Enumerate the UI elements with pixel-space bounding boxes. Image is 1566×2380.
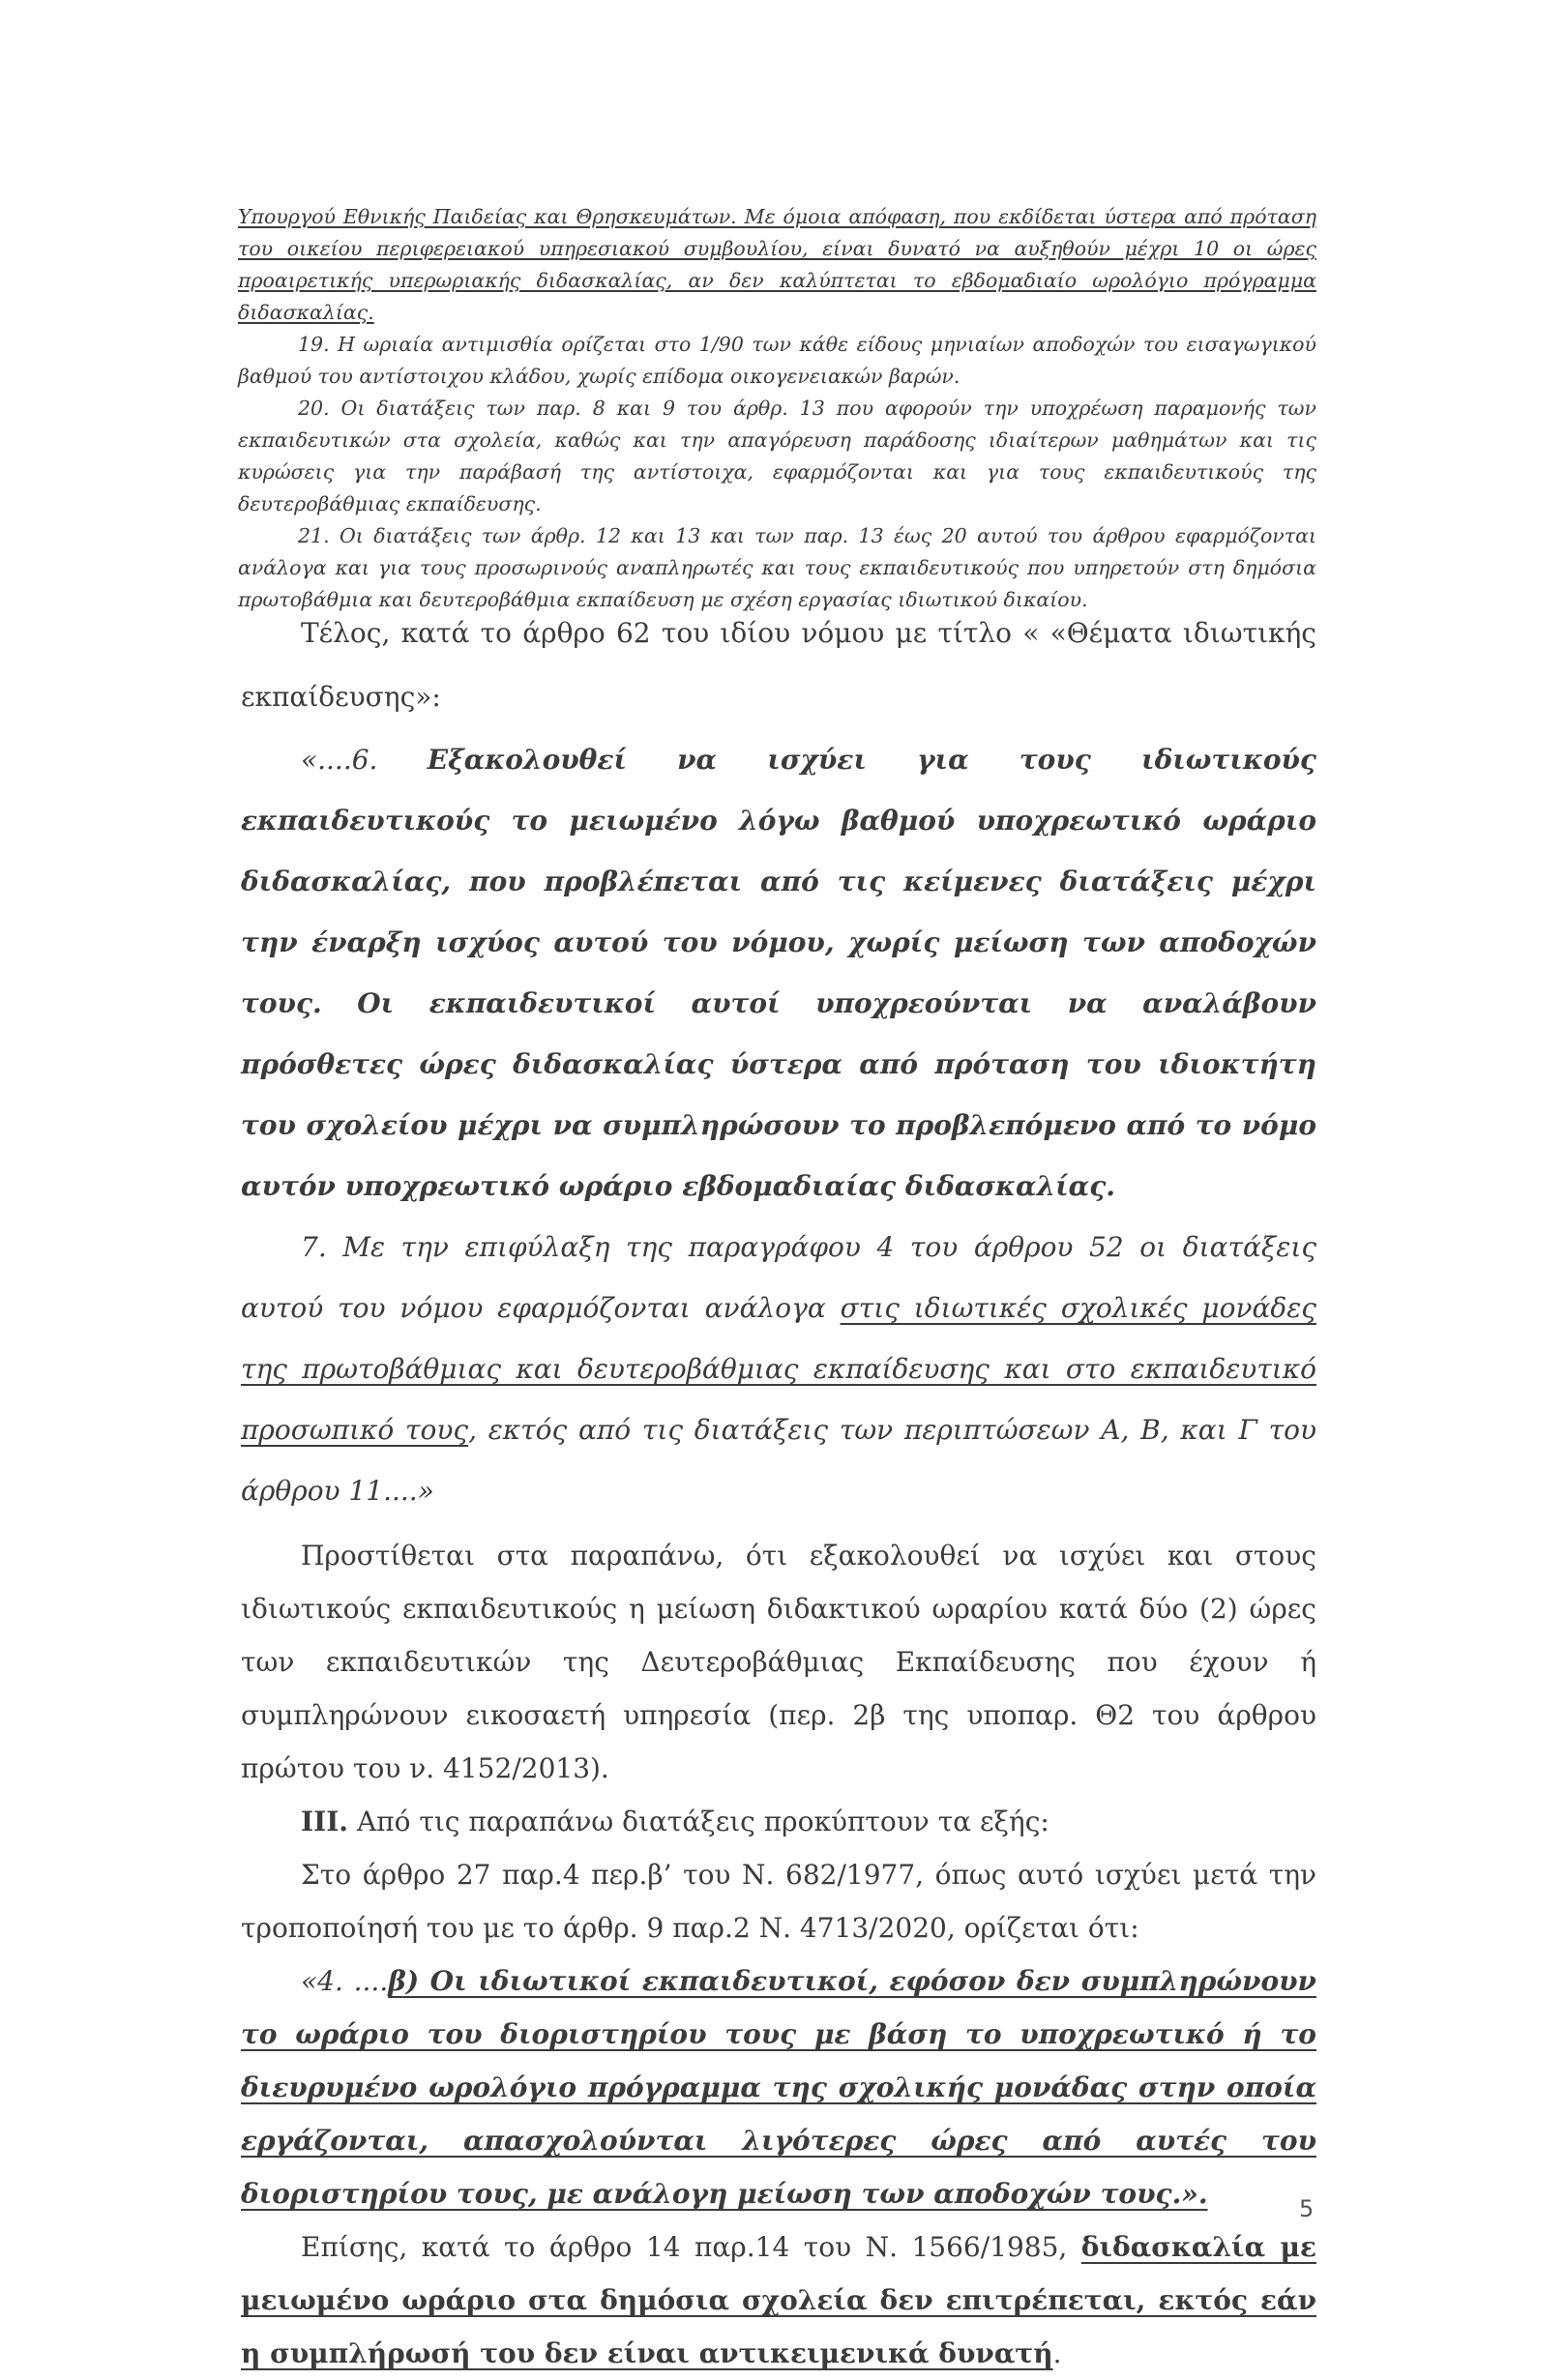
quote-4b-bold-underlined: β) Οι ιδιωτικοί εκπαιδευτικοί, εφόσον δεν συμπληρώνουν το ωράριο του διοριστηρίου τους με βάση το υποχρεωτικό ή το διευρυμένο ωρολόγιο πρόγραμμα της σχολικής μονάδας στην οποία εργάζονται, απασχολούνται λιγότερες ώρες από αυτές του διοριστηρίου τους, με ανάλογη μείωση των αποδοχών τους.». <box>241 1965 1316 2210</box>
quote-intro: Υπουργού Εθνικής Παιδείας και Θρησκευμάτων. Με όμοια απόφαση, που εκδίδεται ύστερα από πρόταση του οικείου περιφερειακού υπηρεσιακού συμβουλίου, είναι δυνατό να αυξηθούν μέχρι 10 οι ώρες προαιρετικής υπερωριακής διδασκαλίας, αν δεν καλύπτεται το εβδομαδιαίο ωρολόγιο πρόγραμμα διδασκαλίας. <box>238 205 1316 324</box>
quote-item-21: 21. Οι διατάξεις των άρθρ. 12 και 13 και των παρ. 13 έως 20 αυτού του άρθρου εφαρμόζονται ανάλογα και για τους προσωρινούς αναπληρωτές και τους εκπαιδευτικούς που υπηρετούν στη δημόσια πρωτοβάθμια και δευτεροβάθμια εκπαίδευση με σχέση εργασίας ιδιωτικού δικαίου. <box>238 524 1316 611</box>
also-underlined: διδασκαλία με μειωμένο ωράριο στα δημόσια σχολεία δεν επιτρέπεται, εκτός εάν η συμπλήρωσή του δεν είναι αντικειμενικά δυνατή <box>241 2231 1316 2369</box>
paragraph-article-62: Τέλος, κατά το άρθρο 62 του ιδίου νόμου με τίτλο « «Θέματα ιδιωτικής εκπαίδευσης»: <box>241 617 1316 713</box>
quote-7-underlined: στις ιδιωτικές σχολικές μονάδες της πρωτοβάθμιας και δευτεροβάθμιας εκπαίδευσης και στο εκπαιδευτικό προσωπικό τους <box>241 1292 1316 1446</box>
paragraph-article-27: Στο άρθρο 27 παρ.4 περ.β’ του Ν. 682/1977, όπως αυτό ισχύει μετά την τροποποίησή του με το άρθρ. 9 παρ.2 Ν. 4713/2020, ορίζεται ότι: <box>241 1859 1316 1944</box>
document-body <box>241 602 1316 2380</box>
paragraph-added-note: Προστίθεται στα παραπάνω, ότι εξακολουθεί να ισχύει και στους ιδιωτικούς εκπαιδευτικούς η μείωση διδακτικού ωραρίου κατά δύο (2) ώρες των εκπαιδευτικών της Δευτεροβάθμιας Εκπαίδευσης που έχουν ή συμπληρώνουν εικοσαετή υπηρεσία (περ. 2β της υποπαρ. Θ2 του άρθρου πρώτου του ν. 4152/2013). <box>241 1540 1316 1784</box>
paragraph-section-III: III. Από τις παραπάνω διατάξεις προκύπτουν τα εξής: <box>301 1806 1049 1837</box>
quote-6-bold-text: Εξακολουθεί να ισχύει για τους ιδιωτικούς εκπαιδευτικούς το μειωμένο λόγω βαθμού υποχρεωτικό ωράριο διδασκαλίας, που προβλέπεται από τις κείμενες διατάξεις μέχρι την έναρξη ισχύος αυτού του νόμου, χωρίς μείωση των αποδοχών τους. Οι εκπαιδευτικοί αυτοί υποχρεούνται να αναλάβουν πρόσθετες ώρες διδασκαλίας ύστερα από πρόταση του ιδιοκτήτη του σχολείου μέχρι να συμπληρώσουν το προβλεπόμενο από το νόμο αυτόν υποχρεωτικό ωράριο εβδομαδιαίας διδασκαλίας. <box>241 744 1316 1202</box>
paragraph-also: Επίσης, κατά το άρθρο 14 παρ.14 του Ν. 1566/1985, διδασκαλία με μειωμένο ωράριο στα δημόσια σχολεία δεν επιτρέπεται, εκτός εάν η συμπλήρωσή του δεν είναι αντικειμενικά δυνατή. <box>241 2231 1316 2369</box>
paragraph-quote-4b: «4. ....β) Οι ιδιωτικοί εκπαιδευτικοί, εφόσον δεν συμπληρώνουν το ωράριο του διοριστηρίου τους με βάση το υποχρεωτικό ή το διευρυμένο ωρολόγιο πρόγραμμα της σχολικής μονάδας στην οποία εργάζονται, απασχολούνται λιγότερες ώρες από αυτές του διοριστηρίου τους, με ανάλογη μείωση των αποδοχών τους.». <box>241 1965 1316 2210</box>
page-number: 5 <box>1299 2195 1315 2222</box>
quoted-law-excerpt <box>238 201 1316 616</box>
paragraph-quote-6: «....6. Εξακολουθεί να ισχύει για τους ιδιωτικούς εκπαιδευτικούς το μειωμένο λόγω βαθμού υποχρεωτικό ωράριο διδασκαλίας, που προβλέπεται από τις κείμενες διατάξεις μέχρι την έναρξη ισχύος αυτού του νόμου, χωρίς μείωση των αποδοχών τους. Οι εκπαιδευτικοί αυτοί υποχρεούνται να αναλάβουν πρόσθετες ώρες διδασκαλίας ύστερα από πρόταση του ιδιοκτήτη του σχολείου μέχρι να συμπληρώσουν το προβλεπόμενο από το νόμο αυτόν υποχρεωτικό ωράριο εβδομαδιαίας διδασκαλίας. <box>241 744 1316 1202</box>
paragraph-quote-7: 7. Με την επιφύλαξη της παραγράφου 4 του άρθρου 52 οι διατάξεις αυτού του νόμου εφαρμόζονται ανάλογα στις ιδιωτικές σχολικές μονάδες της πρωτοβάθμιας και δευτεροβάθμιας εκπαίδευσης και στο εκπαιδευτικό προσωπικό τους, εκτός από τις διατάξεις των περιπτώσεων Α, Β, και Γ του άρθρου 11....» <box>241 1231 1317 1507</box>
quote-item-20: 20. Οι διατάξεις των παρ. 8 και 9 του άρθρ. 13 που αφορούν την υποχρέωση παραμονής των εκπαιδευτικών στα σχολεία, καθώς και την απαγόρευση παράδοσης ιδιαίτερων μαθημάτων και τις κυρώσεις για την παράβασή της αντίστοιχα, εφαρμόζονται και για τους εκπαιδευτικούς της δευτεροβάθμιας εκπαίδευσης. <box>238 397 1316 515</box>
quote-item-19: 19. Η ωριαία αντιμισθία ορίζεται στο 1/90 των κάθε είδους μηνιαίων αποδοχών του εισαγωγικού βαθμού του αντίστοιχου κλάδου, χωρίς επίδομα οικογενειακών βαρών. <box>238 333 1316 388</box>
